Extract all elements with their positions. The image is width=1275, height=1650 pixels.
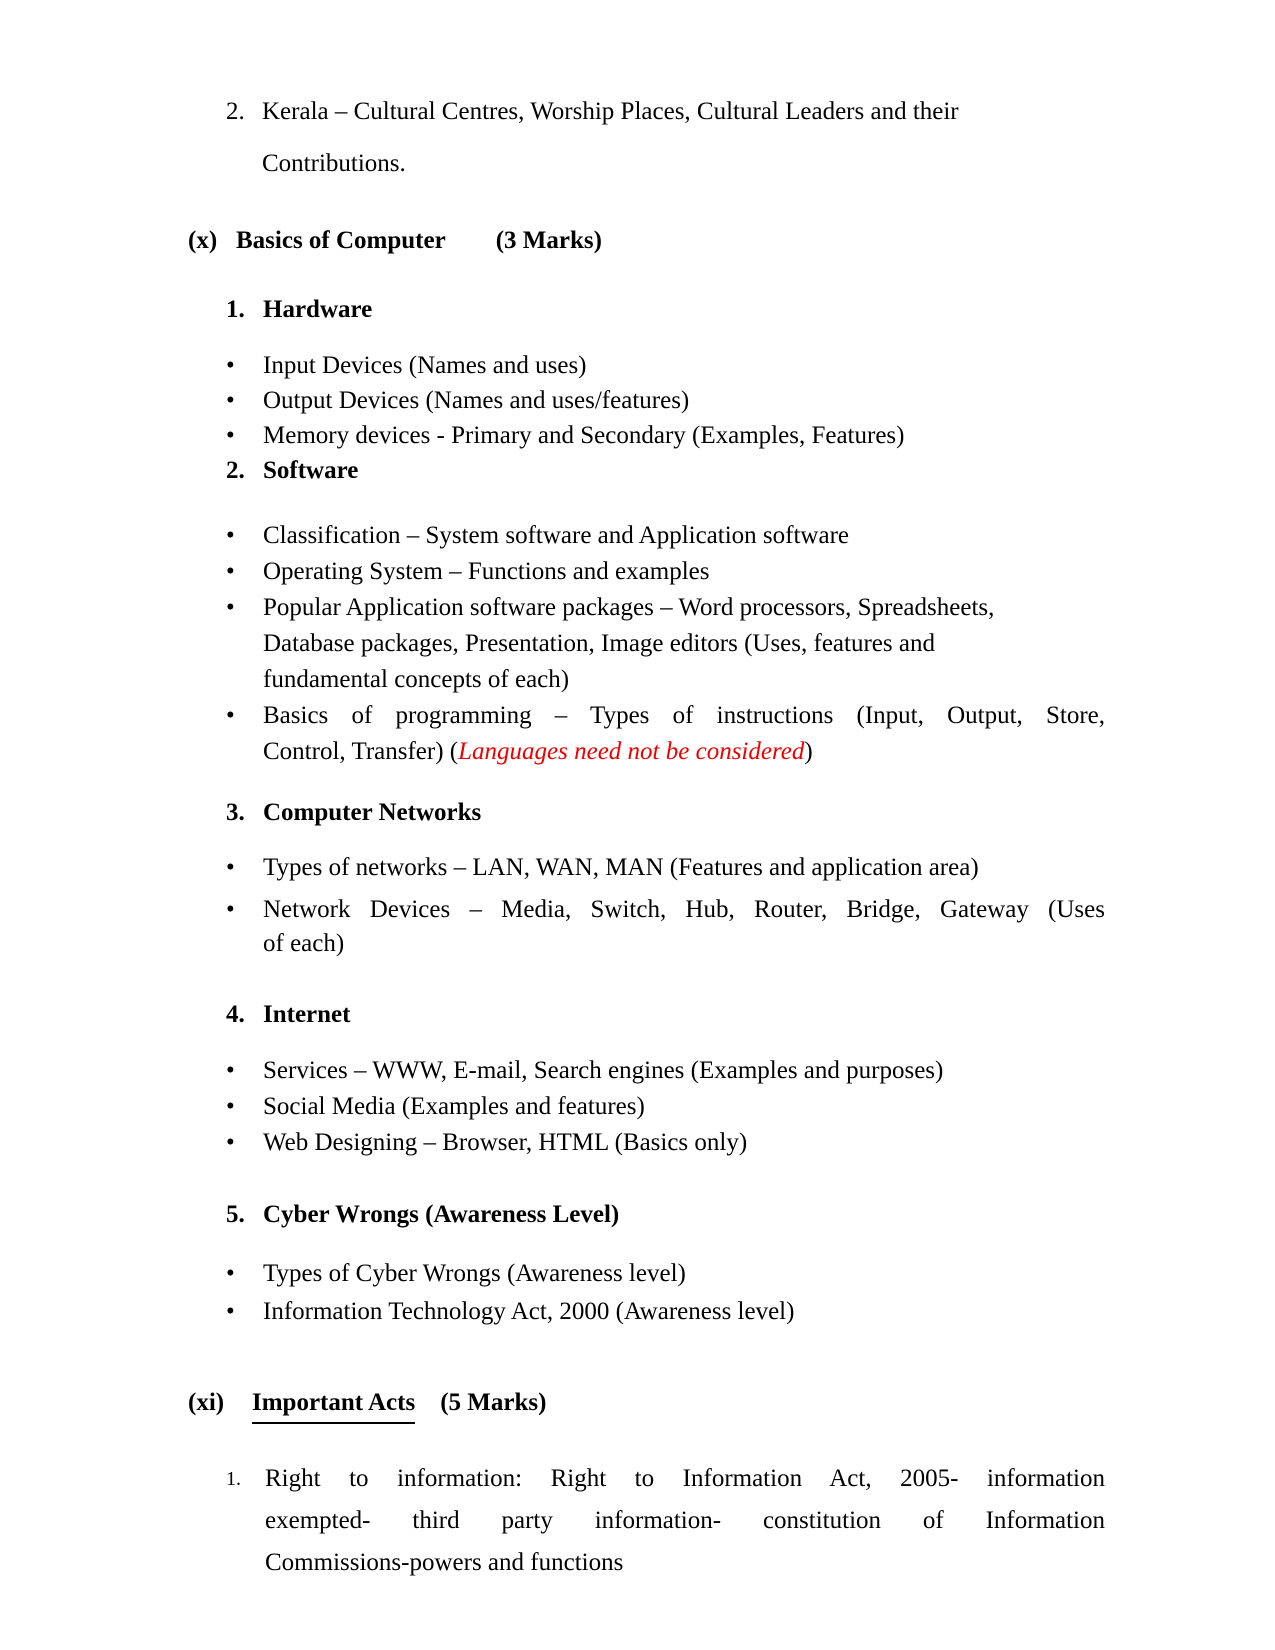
bullet-icon: •: [226, 1129, 235, 1156]
section-heading-basics-of-computer: [188, 223, 1105, 259]
rti-item-text: [265, 1458, 1105, 1584]
bullet-icon: •: [226, 854, 235, 881]
bullet-text: Types of networks – LAN, WAN, MAN (Features and application area): [263, 854, 979, 881]
bullet-text-multiline: [263, 893, 1105, 961]
section-label: (x): [188, 227, 218, 254]
kerala-item-text: [262, 86, 1105, 190]
text-line: Contributions.: [262, 150, 406, 177]
rti-list-item: [226, 1458, 1105, 1584]
hardware-bullet-list: [188, 348, 1105, 453]
bullet-text: Services – WWW, E-mail, Search engines (Examples and purposes): [263, 1057, 944, 1084]
section-marks: (3 Marks): [495, 227, 602, 254]
subheading-title: Software: [263, 457, 359, 484]
text-segment: Control, Transfer) (: [263, 738, 459, 765]
subheading-title: Hardware: [263, 296, 373, 323]
bullet-item: [226, 590, 1105, 698]
subheading-title: Computer Networks: [263, 799, 482, 826]
section-label: (xi): [188, 1389, 225, 1416]
bullet-icon: •: [226, 1093, 235, 1120]
bullet-text-multiline: [263, 590, 1105, 698]
subheading-title: Internet: [263, 1001, 351, 1028]
networks-bullet-list: [188, 850, 1105, 961]
section-marks: (5 Marks): [440, 1389, 547, 1416]
text-line: Database packages, Presentation, Image editors (Uses, features and: [263, 630, 935, 657]
bullet-item: [226, 1089, 1105, 1125]
subheading-software: [226, 453, 1105, 488]
subheading-internet: [226, 997, 1105, 1033]
text-line: Network Devices – Media, Switch, Hub, Router, Bridge, Gateway (Uses: [263, 896, 1105, 923]
bullet-text: Types of Cyber Wrongs (Awareness level): [263, 1260, 686, 1287]
bullet-text: Social Media (Examples and features): [263, 1093, 645, 1120]
bullet-icon: •: [226, 522, 235, 549]
bullet-icon: •: [226, 352, 235, 379]
bullet-item: [226, 698, 1105, 770]
section-heading-important-acts: [188, 1385, 1105, 1424]
bullet-item: [226, 554, 1105, 590]
text-line: of each): [263, 930, 345, 957]
bullet-icon: •: [226, 1298, 235, 1325]
bullet-item: [226, 383, 1105, 418]
subheading-number: 5.: [226, 1201, 245, 1228]
section-title: Basics of Computer: [236, 227, 446, 254]
subheading-number: 3.: [226, 799, 245, 826]
bullet-icon: •: [226, 702, 235, 729]
text-line: fundamental concepts of each): [263, 666, 570, 693]
bullet-text-multiline: [263, 698, 1105, 770]
kerala-list-item: [226, 86, 1105, 190]
subheading-title: Cyber Wrongs (Awareness Level): [263, 1201, 620, 1228]
list-number: 1.: [226, 1468, 241, 1490]
subheading-number: 4.: [226, 1001, 245, 1028]
bullet-item: [226, 893, 1105, 961]
bullet-text: Operating System – Functions and examples: [263, 558, 710, 585]
bullet-item: [226, 518, 1105, 554]
text-line: exempted- third party information- constitution of Information: [265, 1507, 1105, 1534]
bullet-text: Input Devices (Names and uses): [263, 352, 587, 379]
section-title: Important Acts: [252, 1385, 415, 1424]
bullet-item: [226, 1255, 1105, 1293]
bullet-icon: •: [226, 1057, 235, 1084]
bullet-icon: •: [226, 1260, 235, 1287]
bullet-icon: •: [226, 387, 235, 414]
bullet-icon: •: [226, 422, 235, 449]
text-segment: ): [804, 738, 813, 765]
bullet-item: [226, 348, 1105, 383]
text-line: Popular Application software packages – Word processors, Spreadsheets,: [263, 594, 995, 621]
text-line: Commissions-powers and functions: [265, 1549, 624, 1576]
bullet-item: [226, 418, 1105, 453]
bullet-item: [226, 1293, 1105, 1331]
bullet-item: [226, 1053, 1105, 1089]
bullet-text: Memory devices - Primary and Secondary (Examples, Features): [263, 422, 905, 449]
text-line: Kerala – Cultural Centres, Worship Places, Cultural Leaders and their: [262, 98, 959, 125]
text-line: Right to information: Right to Information Act, 2005- information: [265, 1465, 1105, 1492]
red-note-text: Languages need not be considered: [458, 738, 805, 765]
subheading-number: 1.: [226, 296, 245, 323]
bullet-item: [226, 1125, 1105, 1161]
text-line: Basics of programming – Types of instructions (Input, Output, Store,: [263, 702, 1105, 729]
bullet-icon: •: [226, 558, 235, 585]
text-line: [263, 734, 1105, 770]
internet-bullet-list: [188, 1053, 1105, 1161]
bullet-item: [226, 850, 1105, 886]
bullet-text: Web Designing – Browser, HTML (Basics only): [263, 1129, 748, 1156]
bullet-text: Classification – System software and Application software: [263, 522, 849, 549]
subheading-cyber-wrongs: [226, 1197, 1105, 1233]
subheading-computer-networks: [226, 795, 1105, 831]
bullet-text: Output Devices (Names and uses/features): [263, 387, 690, 414]
list-number: 2.: [226, 98, 245, 125]
subheading-number: 2.: [226, 457, 245, 484]
bullet-icon: •: [226, 896, 235, 923]
subheading-hardware: [226, 292, 1105, 328]
bullet-text: Information Technology Act, 2000 (Awareness level): [263, 1298, 795, 1325]
bullet-icon: •: [226, 594, 235, 621]
software-bullet-list: [188, 518, 1105, 770]
cyber-bullet-list: [188, 1255, 1105, 1331]
